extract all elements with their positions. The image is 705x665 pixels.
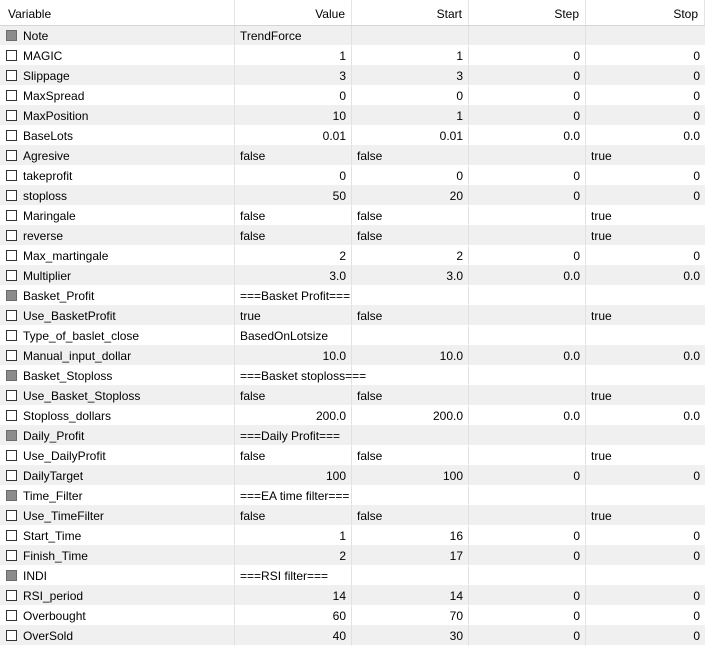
- optimize-checkbox[interactable]: [6, 90, 17, 101]
- value-cell[interactable]: false: [235, 446, 352, 466]
- variable-name: Use_BasketProfit: [23, 308, 116, 323]
- stop-cell[interactable]: 0: [586, 246, 705, 266]
- start-cell[interactable]: 2: [352, 246, 469, 266]
- column-header-start[interactable]: Start: [352, 0, 469, 25]
- step-cell[interactable]: [469, 206, 586, 226]
- table-row[interactable]: [0, 246, 705, 266]
- table-row[interactable]: [0, 606, 705, 626]
- table-row[interactable]: [0, 266, 705, 286]
- step-cell[interactable]: 0: [469, 466, 586, 486]
- start-cell[interactable]: [352, 26, 469, 46]
- column-header-value[interactable]: Value: [235, 0, 352, 25]
- variable-name: Use_TimeFilter: [23, 508, 104, 523]
- optimize-checkbox[interactable]: [6, 610, 17, 621]
- table-row[interactable]: [0, 206, 705, 226]
- value-cell[interactable]: 40: [235, 626, 352, 646]
- stop-cell[interactable]: 0.0: [586, 346, 705, 366]
- step-cell[interactable]: 0: [469, 586, 586, 606]
- variable-cell[interactable]: [0, 606, 235, 626]
- stop-cell[interactable]: 0: [586, 46, 705, 66]
- variable-name: Basket_Stoploss: [23, 368, 113, 383]
- start-cell[interactable]: 1: [352, 106, 469, 126]
- variable-cell[interactable]: [0, 26, 235, 46]
- step-cell[interactable]: 0: [469, 186, 586, 206]
- table-row[interactable]: [0, 306, 705, 326]
- variable-cell[interactable]: [0, 486, 235, 506]
- stop-cell[interactable]: 0.0: [586, 266, 705, 286]
- stop-cell[interactable]: true: [586, 506, 705, 526]
- optimize-checkbox[interactable]: [6, 550, 17, 561]
- optimize-checkbox[interactable]: [6, 510, 17, 521]
- table-row[interactable]: [0, 26, 705, 46]
- variable-name: INDI: [23, 568, 47, 583]
- value-cell[interactable]: false: [235, 206, 352, 226]
- start-cell[interactable]: 0: [352, 86, 469, 106]
- optimize-checkbox[interactable]: [6, 330, 17, 341]
- value-cell[interactable]: 60: [235, 606, 352, 626]
- stop-cell[interactable]: 0.0: [586, 126, 705, 146]
- value-cell[interactable]: 2: [235, 246, 352, 266]
- step-cell[interactable]: [469, 326, 586, 346]
- value-cell[interactable]: 10.0: [235, 346, 352, 366]
- step-cell[interactable]: [469, 506, 586, 526]
- variable-name: MaxSpread: [23, 88, 85, 103]
- step-cell[interactable]: 0: [469, 526, 586, 546]
- table-row[interactable]: [0, 226, 705, 246]
- table-row[interactable]: [0, 466, 705, 486]
- step-cell[interactable]: [469, 566, 586, 586]
- variable-cell[interactable]: [0, 306, 235, 326]
- table-row[interactable]: [0, 86, 705, 106]
- stop-cell[interactable]: 0: [586, 546, 705, 566]
- variable-name: Note: [23, 28, 49, 43]
- stop-cell[interactable]: 0: [586, 466, 705, 486]
- step-cell[interactable]: 0: [469, 166, 586, 186]
- variable-name: Time_Filter: [23, 488, 83, 503]
- optimize-checkbox[interactable]: [6, 130, 17, 141]
- stop-cell[interactable]: 0: [586, 186, 705, 206]
- step-cell[interactable]: [469, 226, 586, 246]
- step-cell[interactable]: 0: [469, 546, 586, 566]
- start-cell[interactable]: [352, 326, 469, 346]
- optimize-checkbox[interactable]: [6, 350, 17, 361]
- value-cell[interactable]: ===Daily Profit===: [235, 426, 352, 446]
- value-cell[interactable]: 200.0: [235, 406, 352, 426]
- value-cell[interactable]: ===RSI filter===: [235, 566, 352, 586]
- optimize-checkbox[interactable]: [6, 630, 17, 641]
- optimize-checkbox[interactable]: [6, 50, 17, 61]
- table-row[interactable]: [0, 146, 705, 166]
- stop-cell[interactable]: true: [586, 386, 705, 406]
- value-cell[interactable]: false: [235, 226, 352, 246]
- stop-cell[interactable]: [586, 486, 705, 506]
- variable-name: Overbought: [23, 608, 86, 623]
- rows-container: [0, 26, 705, 646]
- variable-cell[interactable]: [0, 466, 235, 486]
- start-cell[interactable]: false: [352, 506, 469, 526]
- variable-name: RSI_period: [23, 588, 84, 603]
- table-row[interactable]: [0, 346, 705, 366]
- group-checkbox[interactable]: [6, 30, 17, 41]
- variable-cell[interactable]: [0, 346, 235, 366]
- start-cell[interactable]: 200.0: [352, 406, 469, 426]
- optimize-checkbox[interactable]: [6, 410, 17, 421]
- step-cell[interactable]: 0.0: [469, 266, 586, 286]
- variable-name: Agresive: [23, 148, 70, 163]
- start-cell[interactable]: 20: [352, 186, 469, 206]
- stop-cell[interactable]: true: [586, 306, 705, 326]
- step-cell[interactable]: [469, 306, 586, 326]
- variable-name: OverSold: [23, 628, 74, 643]
- start-cell[interactable]: 0.01: [352, 126, 469, 146]
- variable-cell[interactable]: [0, 506, 235, 526]
- variable-cell[interactable]: [0, 126, 235, 146]
- start-cell[interactable]: [352, 286, 469, 306]
- variable-cell[interactable]: [0, 146, 235, 166]
- variable-name: Finish_Time: [23, 548, 88, 563]
- table-row[interactable]: [0, 46, 705, 66]
- step-cell[interactable]: [469, 446, 586, 466]
- step-cell[interactable]: 0.0: [469, 346, 586, 366]
- start-cell[interactable]: 1: [352, 46, 469, 66]
- stop-cell[interactable]: [586, 566, 705, 586]
- variable-name: Max_martingale: [23, 248, 109, 263]
- step-cell[interactable]: 0: [469, 86, 586, 106]
- variable-cell[interactable]: [0, 566, 235, 586]
- optimize-checkbox[interactable]: [6, 530, 17, 541]
- variable-name: takeprofit: [23, 168, 73, 183]
- value-cell[interactable]: 10: [235, 106, 352, 126]
- optimize-checkbox[interactable]: [6, 310, 17, 321]
- variable-cell[interactable]: [0, 526, 235, 546]
- stop-cell[interactable]: [586, 366, 705, 386]
- table-row[interactable]: [0, 126, 705, 146]
- step-cell[interactable]: 0.0: [469, 406, 586, 426]
- stop-cell[interactable]: [586, 426, 705, 446]
- optimize-checkbox[interactable]: [6, 190, 17, 201]
- variable-name: Start_Time: [23, 528, 82, 543]
- column-header-step[interactable]: Step: [469, 0, 586, 25]
- step-cell[interactable]: [469, 286, 586, 306]
- step-cell[interactable]: 0: [469, 66, 586, 86]
- start-cell[interactable]: 16: [352, 526, 469, 546]
- variable-cell[interactable]: [0, 266, 235, 286]
- table-row[interactable]: [0, 66, 705, 86]
- value-cell[interactable]: false: [235, 146, 352, 166]
- optimize-checkbox[interactable]: [6, 450, 17, 461]
- variable-name: BaseLots: [23, 128, 74, 143]
- start-cell[interactable]: 17: [352, 546, 469, 566]
- stop-cell[interactable]: 0: [586, 166, 705, 186]
- start-cell[interactable]: 30: [352, 626, 469, 646]
- table-row[interactable]: [0, 386, 705, 406]
- start-cell[interactable]: 100: [352, 466, 469, 486]
- start-cell[interactable]: false: [352, 206, 469, 226]
- stop-cell[interactable]: 0.0: [586, 406, 705, 426]
- variable-name: Basket_Profit: [23, 288, 95, 303]
- value-cell[interactable]: TrendForce: [235, 26, 352, 46]
- value-cell[interactable]: false: [235, 506, 352, 526]
- variable-cell[interactable]: [0, 286, 235, 306]
- variable-name: DailyTarget: [23, 468, 84, 483]
- value-cell[interactable]: 3: [235, 66, 352, 86]
- optimize-checkbox[interactable]: [6, 470, 17, 481]
- variable-name: Multiplier: [23, 268, 72, 283]
- value-cell[interactable]: BasedOnLotsize: [235, 326, 352, 346]
- start-cell[interactable]: false: [352, 446, 469, 466]
- variable-name: MaxPosition: [23, 108, 89, 123]
- table-row[interactable]: [0, 366, 705, 386]
- stop-cell[interactable]: 0: [586, 526, 705, 546]
- start-cell[interactable]: false: [352, 386, 469, 406]
- start-cell[interactable]: 10.0: [352, 346, 469, 366]
- stop-cell[interactable]: [586, 286, 705, 306]
- table-row[interactable]: [0, 326, 705, 346]
- table-row[interactable]: [0, 486, 705, 506]
- start-cell[interactable]: [352, 486, 469, 506]
- group-checkbox[interactable]: [6, 570, 17, 581]
- table-row[interactable]: [0, 586, 705, 606]
- table-row[interactable]: [0, 526, 705, 546]
- step-cell[interactable]: 0: [469, 246, 586, 266]
- variable-cell[interactable]: [0, 226, 235, 246]
- start-cell[interactable]: 3.0: [352, 266, 469, 286]
- table-row[interactable]: [0, 446, 705, 466]
- start-cell[interactable]: false: [352, 306, 469, 326]
- stop-cell[interactable]: [586, 26, 705, 46]
- start-cell[interactable]: [352, 366, 469, 386]
- stop-cell[interactable]: true: [586, 446, 705, 466]
- variable-name: Manual_input_dollar: [23, 348, 132, 363]
- variable-name: stoploss: [23, 188, 68, 203]
- variable-cell[interactable]: [0, 426, 235, 446]
- variable-name: Use_DailyProfit: [23, 448, 106, 463]
- stop-cell[interactable]: [586, 326, 705, 346]
- value-cell[interactable]: false: [235, 386, 352, 406]
- group-checkbox[interactable]: [6, 430, 17, 441]
- optimize-checkbox[interactable]: [6, 590, 17, 601]
- column-header-stop[interactable]: Stop: [586, 0, 705, 25]
- table-row[interactable]: [0, 166, 705, 186]
- variable-cell[interactable]: [0, 586, 235, 606]
- stop-cell[interactable]: 0: [586, 626, 705, 646]
- table-row[interactable]: [0, 286, 705, 306]
- start-cell[interactable]: [352, 426, 469, 446]
- variable-cell[interactable]: [0, 46, 235, 66]
- group-checkbox[interactable]: [6, 290, 17, 301]
- step-cell[interactable]: [469, 486, 586, 506]
- start-cell[interactable]: false: [352, 226, 469, 246]
- optimize-checkbox[interactable]: [6, 250, 17, 261]
- value-cell[interactable]: 0: [235, 86, 352, 106]
- group-checkbox[interactable]: [6, 370, 17, 381]
- variable-name: Daily_Profit: [23, 428, 85, 443]
- table-row[interactable]: [0, 546, 705, 566]
- value-cell[interactable]: 100: [235, 466, 352, 486]
- variable-name: MAGIC: [23, 48, 63, 63]
- value-cell[interactable]: ===EA time filter===: [235, 486, 352, 506]
- table-row[interactable]: [0, 426, 705, 446]
- stop-cell[interactable]: 0: [586, 606, 705, 626]
- group-checkbox[interactable]: [6, 490, 17, 501]
- variable-cell[interactable]: [0, 206, 235, 226]
- table-row[interactable]: [0, 406, 705, 426]
- variable-cell[interactable]: [0, 626, 235, 646]
- stop-cell[interactable]: 0: [586, 586, 705, 606]
- table-row[interactable]: [0, 186, 705, 206]
- value-cell[interactable]: true: [235, 306, 352, 326]
- variable-cell[interactable]: [0, 186, 235, 206]
- value-cell[interactable]: 3.0: [235, 266, 352, 286]
- step-cell[interactable]: [469, 146, 586, 166]
- stop-cell[interactable]: true: [586, 226, 705, 246]
- optimize-checkbox[interactable]: [6, 170, 17, 181]
- value-cell[interactable]: 14: [235, 586, 352, 606]
- stop-cell[interactable]: 0: [586, 86, 705, 106]
- step-cell[interactable]: [469, 426, 586, 446]
- variable-cell[interactable]: [0, 246, 235, 266]
- step-cell[interactable]: [469, 386, 586, 406]
- variable-cell[interactable]: [0, 386, 235, 406]
- stop-cell[interactable]: 0: [586, 106, 705, 126]
- start-cell[interactable]: 14: [352, 586, 469, 606]
- stop-cell[interactable]: true: [586, 146, 705, 166]
- table-row[interactable]: [0, 106, 705, 126]
- variable-name: Use_Basket_Stoploss: [23, 388, 141, 403]
- variable-cell[interactable]: [0, 406, 235, 426]
- variable-name: Slippage: [23, 68, 70, 83]
- variable-cell[interactable]: [0, 326, 235, 346]
- variable-name: Stoploss_dollars: [23, 408, 112, 423]
- value-cell[interactable]: 2: [235, 546, 352, 566]
- start-cell[interactable]: false: [352, 146, 469, 166]
- value-cell[interactable]: 1: [235, 526, 352, 546]
- optimize-checkbox[interactable]: [6, 110, 17, 121]
- stop-cell[interactable]: true: [586, 206, 705, 226]
- start-cell[interactable]: 0: [352, 166, 469, 186]
- step-cell[interactable]: [469, 366, 586, 386]
- variable-cell[interactable]: [0, 86, 235, 106]
- optimize-checkbox[interactable]: [6, 270, 17, 281]
- column-header-variable[interactable]: Variable: [0, 0, 235, 25]
- variable-cell[interactable]: [0, 366, 235, 386]
- start-cell[interactable]: 3: [352, 66, 469, 86]
- variable-cell[interactable]: [0, 166, 235, 186]
- step-cell[interactable]: 0: [469, 46, 586, 66]
- value-cell[interactable]: 0.01: [235, 126, 352, 146]
- variable-name: Type_of_baslet_close: [23, 328, 140, 343]
- variable-cell[interactable]: [0, 106, 235, 126]
- optimize-checkbox[interactable]: [6, 210, 17, 221]
- step-cell[interactable]: 0.0: [469, 126, 586, 146]
- value-cell[interactable]: ===Basket Profit===: [235, 286, 352, 306]
- optimize-checkbox[interactable]: [6, 150, 17, 161]
- variable-cell[interactable]: [0, 66, 235, 86]
- value-cell[interactable]: ===Basket stoploss===: [235, 366, 352, 386]
- variable-name: Maringale: [23, 208, 76, 223]
- step-cell[interactable]: [469, 26, 586, 46]
- header-row: [0, 0, 705, 26]
- step-cell[interactable]: 0: [469, 106, 586, 126]
- optimize-checkbox[interactable]: [6, 390, 17, 401]
- variable-cell[interactable]: [0, 446, 235, 466]
- variable-name: reverse: [23, 228, 64, 243]
- table-row[interactable]: [0, 506, 705, 526]
- optimize-checkbox[interactable]: [6, 70, 17, 81]
- step-cell[interactable]: 0: [469, 626, 586, 646]
- table-row[interactable]: [0, 566, 705, 586]
- optimize-checkbox[interactable]: [6, 230, 17, 241]
- value-cell[interactable]: 50: [235, 186, 352, 206]
- start-cell[interactable]: [352, 566, 469, 586]
- stop-cell[interactable]: 0: [586, 66, 705, 86]
- start-cell[interactable]: 70: [352, 606, 469, 626]
- table-row[interactable]: [0, 626, 705, 646]
- value-cell[interactable]: 0: [235, 166, 352, 186]
- step-cell[interactable]: 0: [469, 606, 586, 626]
- value-cell[interactable]: 1: [235, 46, 352, 66]
- variable-cell[interactable]: [0, 546, 235, 566]
